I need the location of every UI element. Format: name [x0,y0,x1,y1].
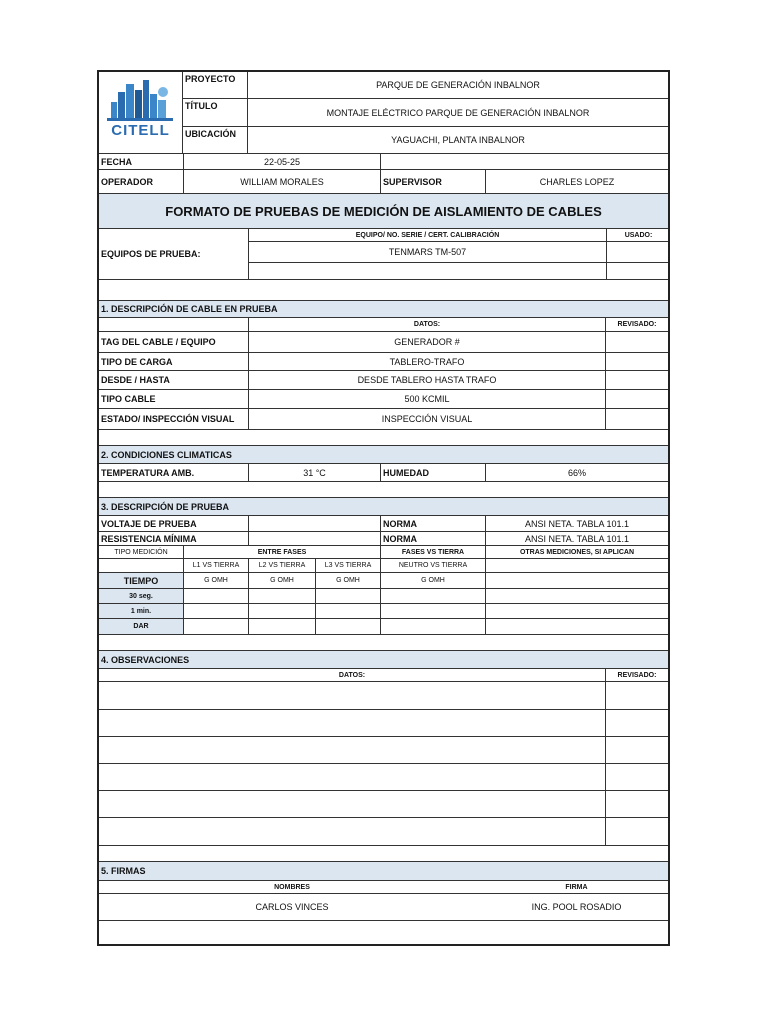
form-title-row [99,194,668,229]
table-row [99,371,668,390]
measurement-subheaders [99,559,668,573]
humedad-value: 66% [485,464,668,481]
desde-hasta-value: DESDE TABLERO HASTA TRAFO [248,371,605,389]
norma-value-2: ANSI NETA. TABLA 101.1 [485,532,668,545]
proyecto-value: PARQUE DE GENERACIÓN INBALNOR [247,72,668,98]
l2-unit: G OMH [248,573,315,588]
section4-revisado-header: REVISADO: [605,669,668,681]
l3-header: L3 VS TIERRA [315,559,380,572]
l1-header: L1 VS TIERRA [183,559,248,572]
insulation-test-form [97,70,670,946]
dar-label: DAR [99,619,183,634]
section4-col-headers [99,669,668,682]
spacer [99,846,668,862]
row-proyecto [183,72,668,99]
observation-row [99,710,668,737]
cable-tag-label: TAG DEL CABLE / EQUIPO [101,337,216,347]
logo-text: CITELL [111,122,170,139]
titulo-label: TÍTULO [185,101,218,111]
nombre-value: CARLOS VINCES [255,902,329,912]
company-logo [99,72,183,154]
observation-row [99,791,668,818]
ubicacion-value: YAGUACHI, PLANTA INBALNOR [247,127,668,153]
voltaje-label: VOLTAJE DE PRUEBA [101,518,197,529]
section1-revisado-header: REVISADO: [605,318,668,331]
observation-row [99,682,668,710]
norma-value: ANSI NETA. TABLA 101.1 [485,516,668,531]
section1-header [99,301,668,318]
tipo-carga-label: TIPO DE CARGA [101,356,173,367]
section3-title: 3. DESCRIPCIÓN DE PRUEBA [101,501,230,512]
tipo-cable-label: TIPO CABLE [101,394,156,404]
spacer [99,482,668,498]
t30-label: 30 seg. [99,589,183,603]
tiempo-header: TIEMPO [99,573,183,588]
tipo-carga-value: TABLERO-TRAFO [248,353,605,370]
operador-label: OPERADOR [101,176,154,187]
resistencia-row [99,532,668,546]
table-row [99,589,668,604]
otras-mediciones-header: OTRAS MEDICIONES, SI APLICAN [485,546,668,558]
table-row [99,332,668,353]
table-row [99,390,668,409]
form-title: FORMATO DE PRUEBAS DE MEDICIÓN DE AISLAMIENTO DE CABLES [165,203,602,219]
observation-row [99,818,668,846]
estado-value: INSPECCIÓN VISUAL [248,409,605,429]
humedad-label: HUMEDAD [380,464,485,481]
measurement-group-headers [99,546,668,559]
table-row [99,353,668,371]
climate-row [99,464,668,482]
section4-title: 4. OBSERVACIONES [101,654,190,665]
observation-row [99,764,668,791]
firma-value: ING. POOL ROSADIO [531,902,622,912]
buildings-icon [99,74,182,124]
temperatura-label: TEMPERATURA AMB. [101,467,195,478]
row-titulo [183,99,668,127]
section1-datos-header: DATOS: [248,318,605,331]
desde-hasta-label: DESDE / HASTA [101,375,170,385]
voltaje-row [99,516,668,532]
neutro-header: NEUTRO VS TIERRA [380,559,485,572]
spacer [99,280,668,301]
table-row [99,409,668,430]
section1-title: 1. DESCRIPCIÓN DE CABLE EN PRUEBA [101,304,278,314]
row-fecha [99,154,668,170]
l2-header: L2 VS TIERRA [248,559,315,572]
l3-unit: G OMH [315,573,380,588]
row-ubicacion [183,127,668,154]
cable-tag-value: GENERADOR # [248,332,605,352]
t1-label: 1 min. [99,604,183,618]
nombres-header: NOMBRES [274,883,310,891]
entre-fases-header: ENTRE FASES [183,546,380,558]
equipos-block [99,229,668,280]
section5-header [99,862,668,881]
section4-header [99,651,668,669]
usado-col-header: USADO: [606,229,668,242]
section4-datos-header: DATOS: [338,671,366,679]
resistencia-label: RESISTENCIA MÍNIMA [101,533,197,544]
fecha-value: 22-05-25 [183,154,380,169]
tiempo-row [99,573,668,589]
spacer [99,635,668,651]
spacer [99,430,668,446]
table-row [99,604,668,619]
equipos-label: EQUIPOS DE PRUEBA: [101,249,201,259]
titulo-value: MONTAJE ELÉCTRICO PARQUE DE GENERACIÓN INBALNOR [247,99,668,126]
supervisor-value: CHARLES LOPEZ [485,170,668,193]
temperatura-value: 31 °C [248,464,380,481]
norma-label: NORMA [380,516,485,531]
section2-title: 2. CONDICIONES CLIMATICAS [101,449,232,460]
ubicacion-label: UBICACIÓN [185,129,236,139]
equipo-value: TENMARS TM-507 [249,241,606,263]
tipo-medicion-header: TIPO MEDICIÓN [114,548,168,556]
section5-title: 5. FIRMAS [101,866,146,876]
observation-row [99,737,668,764]
proyecto-label: PROYECTO [185,74,236,84]
supervisor-label: SUPERVISOR [380,170,485,193]
fases-vs-tierra-header: FASES VS TIERRA [380,546,485,558]
equipos-col-header: EQUIPO/ NO. SERIE / CERT. CALIBRACIÓN [249,229,606,242]
neutro-unit: G OMH [380,573,485,588]
signature-row [99,894,668,921]
l1-unit: G OMH [183,573,248,588]
norma-label-2: NORMA [380,532,485,545]
estado-label: ESTADO/ INSPECCIÓN VISUAL [101,414,235,424]
operador-value: WILLIAM MORALES [183,170,380,193]
fecha-label: FECHA [101,156,132,167]
table-row [99,619,668,635]
tipo-cable-value: 500 KCMIL [248,390,605,408]
row-operador [99,170,668,194]
section3-header [99,498,668,516]
section2-header [99,446,668,464]
section1-col-headers [99,318,668,332]
section5-col-headers [99,881,668,894]
firma-header: FIRMA [565,883,588,891]
